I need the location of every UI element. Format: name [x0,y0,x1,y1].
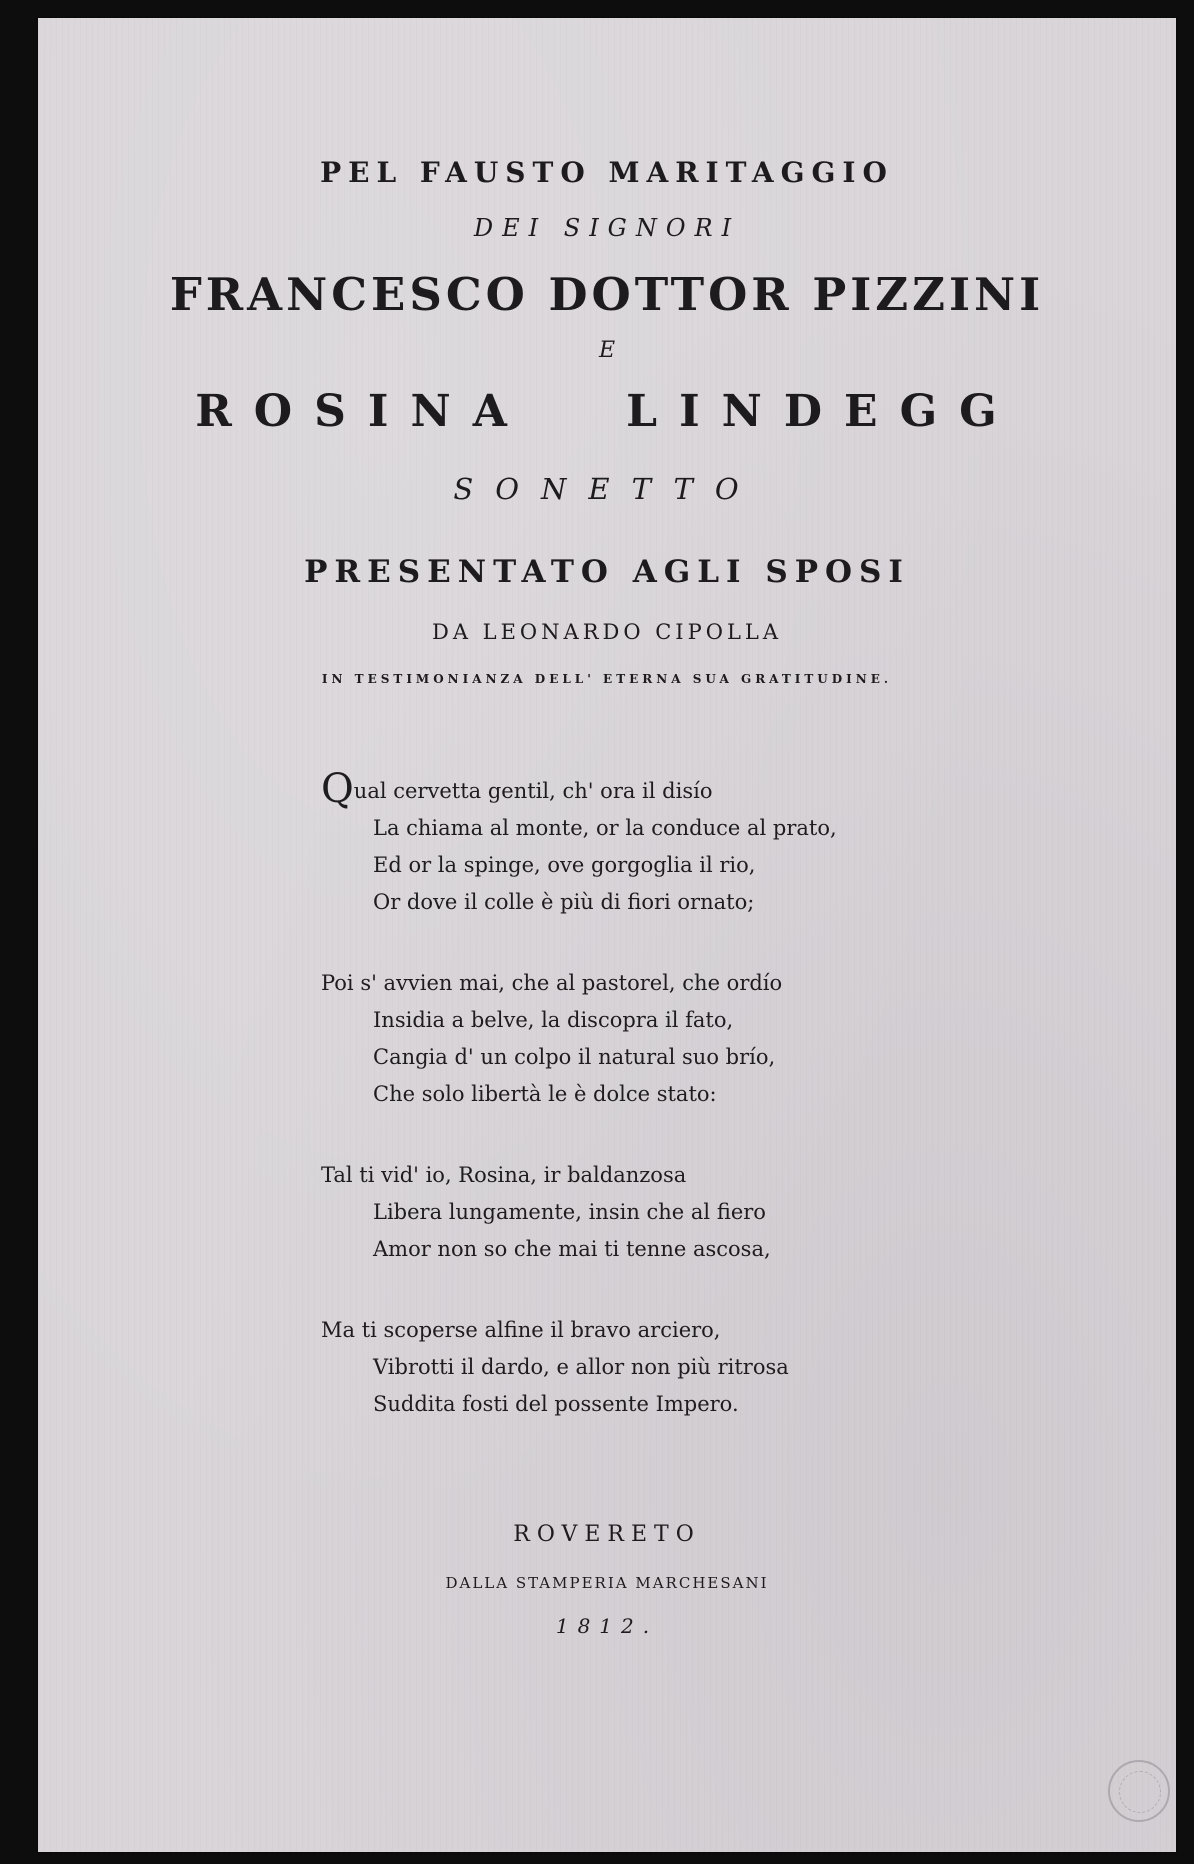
poem-line: Suddita fosti del possente Impero. [373,1392,739,1416]
poem-line [321,766,1021,812]
imprint-year: 1812. [555,1614,659,1638]
heading-groom-name: FRANCESCO DOTTOR PIZZINI [169,268,1045,321]
drop-cap: Q [321,766,354,812]
sonnet [321,766,1021,1467]
stanza-1 [321,766,1021,921]
heading-author: DA LEONARDO CIPOLLA [431,620,782,644]
poem-line: Ed or la spinge, ove gorgoglia il rio, [373,853,756,877]
poem-line: Or dove il colle è più di fiori ornato; [373,890,755,914]
poem-line: Vibrotti il dardo, e allor non più ritrosa [373,1355,789,1379]
printed-sheet [38,18,1176,1852]
stanza-2 [321,965,1021,1113]
heading-presentato: PRESENTATO AGLI SPOSI [304,554,910,590]
poem-line: Libera lungamente, insin che al fiero [373,1200,766,1224]
stanza-4 [321,1312,1021,1423]
heading-occasion: PEL FAUSTO MARITAGGIO [320,156,894,189]
poem-line: Ma ti scoperse alfine il bravo arciero, [321,1318,721,1342]
poem-line: La chiama al monte, or la conduce al prato, [373,816,837,840]
library-stamp-icon [1108,1760,1170,1822]
heading-dedication: IN TESTIMONIANZA DELL' ETERNA SUA GRATITUDINE. [321,672,893,686]
heading-dei-signori: DEI SIGNORI [473,214,741,242]
heading-conjunction: E [598,338,616,363]
poem-line-text: ual cervetta gentil, ch' ora il disío [353,779,713,803]
heading-bride-name: ROSINA LINDEGG [195,386,1019,437]
poem-line: Poi s' avvien mai, che al pastorel, che ordío [321,971,783,995]
poem-line: Che solo libertà le è dolce stato: [373,1082,717,1106]
poem-line: Tal ti vid' io, Rosina, ir baldanzosa [321,1163,687,1187]
poem-line: Amor non so che mai ti tenne ascosa, [373,1237,771,1261]
poem-line: Insidia a belve, la discopra il fato, [373,1008,734,1032]
imprint-printer: DALLA STAMPERIA MARCHESANI [445,1574,769,1592]
imprint-city: ROVERETO [513,1522,701,1547]
poem-line: Cangia d' un colpo il natural suo brío, [373,1045,776,1069]
heading-sonetto: SONETTO [453,472,761,506]
stanza-3 [321,1157,1021,1268]
